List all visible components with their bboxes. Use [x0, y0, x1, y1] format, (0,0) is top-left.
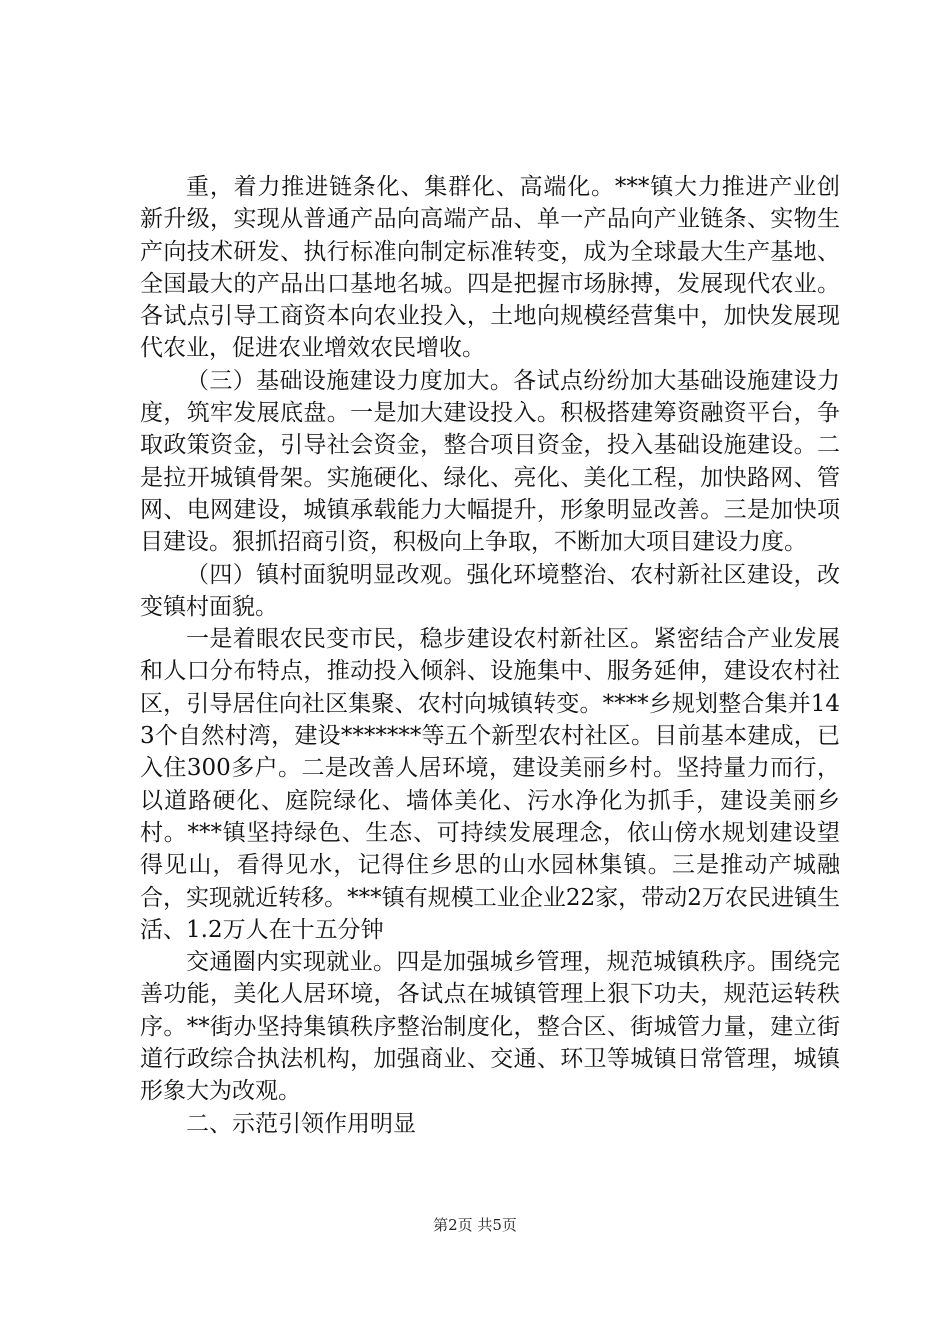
paragraph-urban-management: 交通圈内实现就业。四是加强城乡管理，规范城镇秩序。围绕完善功能，美化人居环境，各试点在城镇管理上狠下功夫，规范运转秩序。**街办坚持集镇秩序整治制度化，整合区、街城管力量，建立街道行政综合执法机构，加强商业、交通、环卫等城镇日常管理，城镇形象大为改观。 — [140, 949, 840, 1105]
paragraph-infrastructure: （三）基础设施建设力度加大。各试点纷纷加大基础设施建设力度，筑牢发展底盘。一是加大建设投入。积极搭建筹资融资平台，争取政策资金，引导社会资金，整合项目资金，投入基础设施建设。二是拉开城镇骨架。实施硬化、绿化、亮化、美化工程，加快路网、管网、电网建设，城镇承载能力大幅提升，形象明显改善。三是加快项目建设。狠抓招商引资，积极向上争取，不断加大项目建设力度。 — [140, 367, 840, 556]
page-number-footer: 第2页 共5页 — [433, 1216, 517, 1234]
paragraph-new-community: 一是着眼农民变市民，稳步建设农村新社区。紧密结合产业发展和人口分布特点，推动投入倾斜、设施集中、服务延伸，建设农村社区，引导居住向社区集聚、农村向城镇转变。****乡规划整合集并143个自然村湾，建设*******等五个新型农村社区。目前基本建成，已入住300多户。二是改善人居环境，建设美丽乡村。坚持量力而行，以道路硬化、庭院绿化、墙体美化、污水净化为抓手，建设美丽乡村。***镇坚持绿色、生态、可持续发展理念，依山傍水规划建设望得见山，看得见水，记得住乡思的山水园林集镇。三是推动产城融合，实现就近转移。***镇有规模工业企业22家，带动2万农民进镇生活、1.2万人在十五分钟 — [140, 626, 840, 943]
section-heading-demonstration: 二、示范引领作用明显 — [186, 1110, 416, 1137]
paragraph-village-appearance: （四）镇村面貌明显改观。强化环境整治、农村新社区建设，改变镇村面貌。 — [140, 561, 840, 620]
document-body — [140, 171, 840, 1140]
paragraph-industry: 重，着力推进链条化、集群化、高端化。***镇大力推进产业创新升级，实现从普通产品向高端产品、单一产品向产业链条、实物生产向技术研发、执行标准向制定标准转变，成为全球最大生产基地、全国最大的产品出口基地名城。四是把握市场脉搏，发展现代农业。各试点引导工商资本向农业投入，土地向规模经营集中，加快发展现代农业，促进农业增效农民增收。 — [140, 174, 840, 362]
